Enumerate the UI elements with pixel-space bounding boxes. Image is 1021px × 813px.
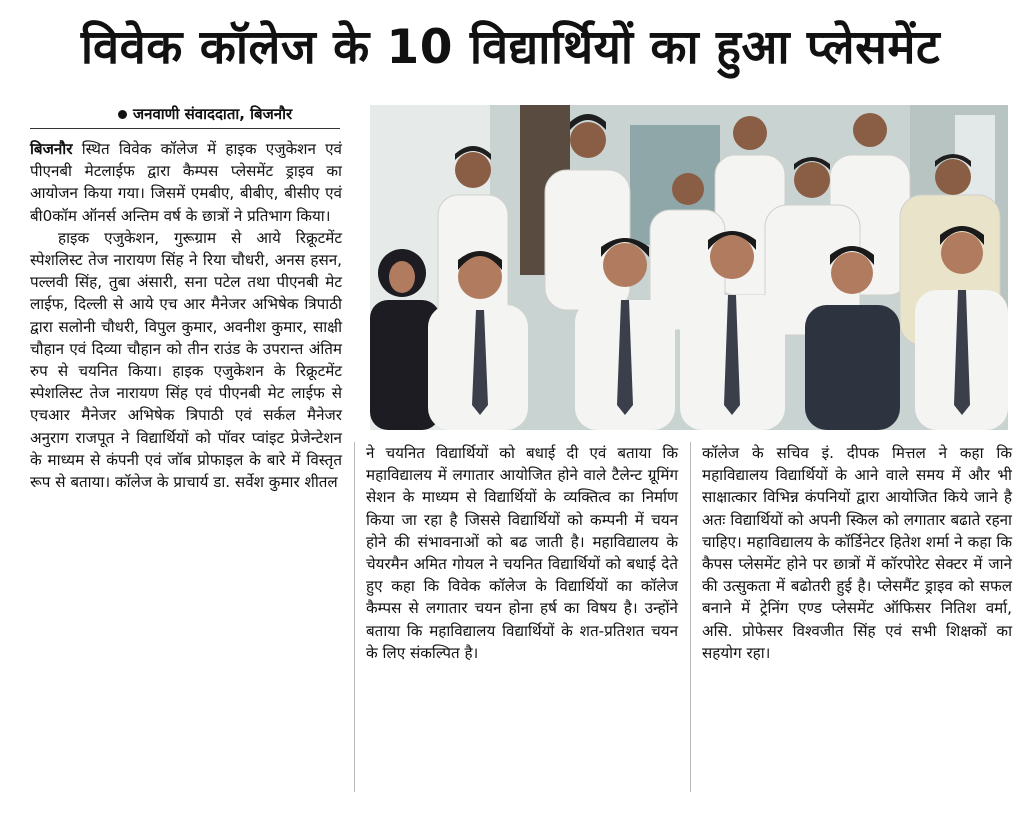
paragraph-4: कॉलेज के सचिव इं. दीपक मित्तल ने कहा कि महाविद्यालय विद्यार्थियों के आने वाले समय में और भी साक्षात्कार विभिन्न कंपनियों द्वारा आयोजित किये जाने है अतः विद्यार्थियों को अपनी स्किल को लगातार बढाते रहना चाहिए। महाविद्यालय के कॉर्डिनेटर हितेश शर्मा ने कहा कि कैपस प्लेसमेंट होने पर छात्रों में कॉरपोरेट सेक्टर में जाने की उत्सुकता में बढोतरी हुई है। प्लेसमैंट ड्राइव को सफल बनाने में ट्रेनिंग एण्ड प्लेसमेंट ऑफिसर नितिश वर्मा, असि. प्रोफेसर विश्वजीत सिंह एवं सभी शिक्षकों का सहयोग रहा। <box>702 444 1012 662</box>
bullet-icon <box>118 110 127 119</box>
article-column-3 <box>702 442 1012 664</box>
headline: विवेक कॉलेज के 10 विद्यार्थियों का हुआ प्लेसमेंट <box>80 20 941 75</box>
paragraph-3: ने चयनित विद्यार्थियों को बधाई दी एवं बताया कि महाविद्यालय में लगातार आयोजित होने वाले टैलेन्ट ग्रूमिंग सेशन के माध्यम से विद्यार्थियों के व्यक्तित्व का निर्माण किया जा रहा है जिससे विद्यार्थियों को कम्पनी में चयन होने की संभावनाओं को बढ जाती है। महाविद्यालय के चेयरमैन अमित गोयल ने चयनित विद्यार्थियों को बधाई देते हुए कहा कि विवेक कॉलेज के विद्यार्थियों का कॉलेज कैम्पस से लगातार चयन होना हर्ष का विषय है। उन्होंने बताया कि महाविद्यालय विद्यार्थियों के शत-प्रतिशत चयन के लिए संकल्पित है। <box>366 444 678 662</box>
article-column-2 <box>366 442 678 664</box>
paragraph-2: हाइक एजुकेशन, गुरूग्राम से आये रिक्रूटमेंट स्पेशलिस्ट तेज नारायण सिंह ने रिया चौधरी, अनस हसन, पल्लवी सिंह, तुबा अंसारी, सना पटेल तथा पीएनबी मेट लाईफ, दिल्ली से आये एच आर मैनेजर अभिषेक त्रिपाठी द्वारा सलोनी चौधरी, विपुल कुमार, अवनीश कुमार, साक्षी चौहान एवं दिव्या चौहान को तीन राउंड के उपरान्त अंतिम रुप से चयनित किया। हाइक एजुकेशन के रिक्रूटमेंट स्पेशलिस्ट तेज नारायण सिंह एवं पीएनबी मेट लाईफ से एचआर मैनेजर अभिषेक त्रिपाठी एवं सर्कल मैनेजर अनुराग राजपूत ने विद्यार्थियों को पॉवर प्वांइट प्रेजेन्टेशन के माध्यम से कंपनी एवं जॉब प्रोफाइल के बारे में विस्तृत रूप से बताया। कॉलेज के प्राचार्य डा. सर्वेश कुमार शीतल <box>30 228 342 492</box>
column-divider <box>690 442 691 792</box>
dateline: बिजनौर <box>30 140 73 158</box>
paragraph-1 <box>30 138 342 227</box>
group-photo-illustration <box>370 105 1008 430</box>
group-photo <box>370 105 1008 430</box>
byline-text: जनवाणी संवाददाता, बिजनौर <box>133 105 293 123</box>
byline-rule <box>30 128 340 129</box>
paragraph-1-text: स्थित विवेक कॉलेज में हाइक एजुकेशन एवं पीएनबी मेटलाईफ द्वारा कैम्पस प्लेसमेंट ड्राइव का आयोजन किया गया। जिसमें एमबीए, बीबीए, बीसीए एवं बी0कॉम ऑनर्स अन्तिम वर्ष के छात्रों ने प्रतिभाग किया। <box>30 140 342 225</box>
byline <box>118 104 292 124</box>
article-column-1 <box>30 138 342 493</box>
column-divider <box>354 442 355 792</box>
